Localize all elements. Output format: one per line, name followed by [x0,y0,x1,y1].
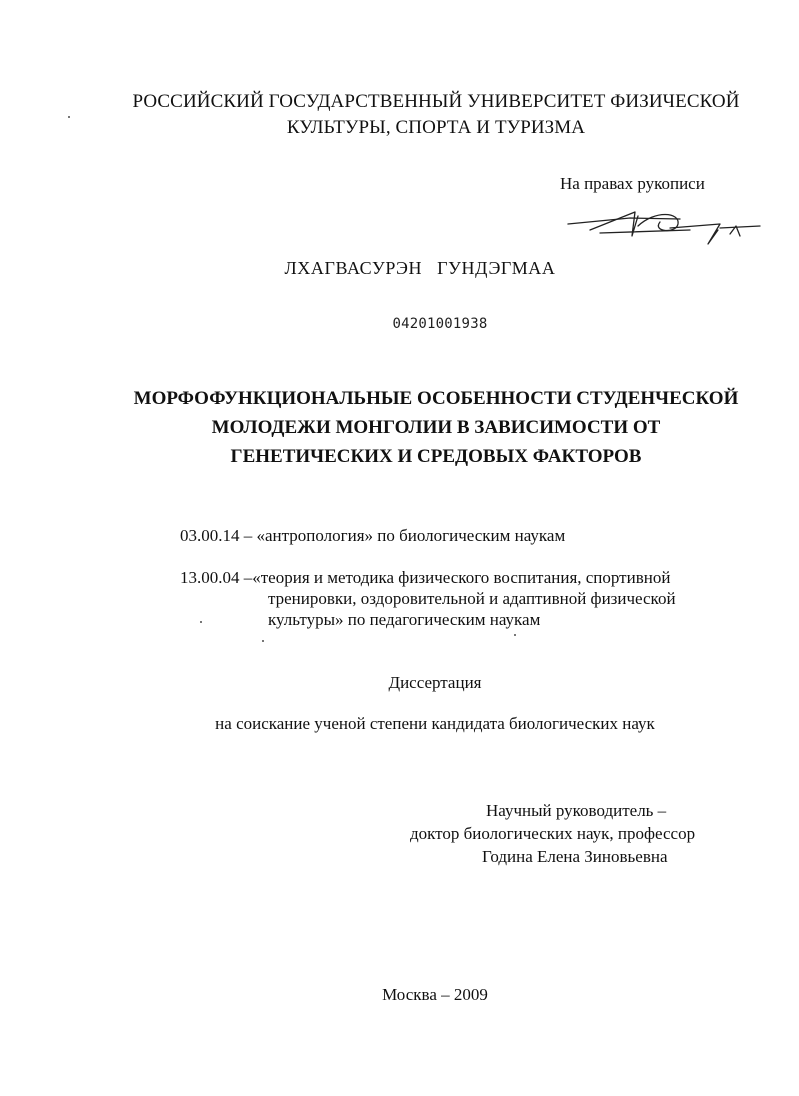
inventory-number: 04201001938 [392,316,488,332]
specialty-line-1: 13.00.04 –«теория и методика физического воспитания, спортивной [180,568,671,587]
advisor-role: Научный руководитель – [486,801,667,820]
university-line-1: РОССИЙСКИЙ ГОСУДАРСТВЕННЫЙ УНИВЕРСИТЕТ ФИЗИЧЕСКОЙ [132,91,740,112]
scan-speck [262,640,264,642]
scan-speck [514,634,516,636]
specialty-line-3: культуры» по педагогическим наукам [268,610,541,629]
specialty-line-2: тренировки, оздоровительной и адаптивной физической [268,589,676,608]
author-name: ЛХАГВАСУРЭН ГУНДЭГМАА [284,258,556,278]
advisor-name: Година Елена Зиновьевна [482,847,668,866]
specialty-anthropology: 03.00.14 – «антропология» по биологическим наукам [180,526,566,545]
city-year: Москва – 2009 [382,985,488,1004]
university-name [100,89,772,141]
dissertation-title [100,384,772,471]
advisor-credentials: доктор биологических наук, профессор [410,824,696,843]
specialty-physical-education [180,567,740,630]
degree-line: на соискание ученой степени кандидата биологических наук [215,714,655,733]
document-type: Диссертация [388,673,482,692]
advisor-block [400,799,740,868]
title-line-2: МОЛОДЕЖИ МОНГОЛИИ В ЗАВИСИМОСТИ ОТ [211,417,661,438]
manuscript-note: На правах рукописи [560,174,705,193]
handwritten-signature [560,204,770,252]
title-line-3: ГЕНЕТИЧЕСКИХ И СРЕДОВЫХ ФАКТОРОВ [230,446,642,467]
scan-speck [68,116,70,118]
scan-speck [200,621,202,623]
university-line-2: КУЛЬТУРЫ, СПОРТА И ТУРИЗМА [286,117,586,138]
title-line-1: МОРФОФУНКЦИОНАЛЬНЫЕ ОСОБЕННОСТИ СТУДЕНЧЕСКОЙ [133,388,739,409]
